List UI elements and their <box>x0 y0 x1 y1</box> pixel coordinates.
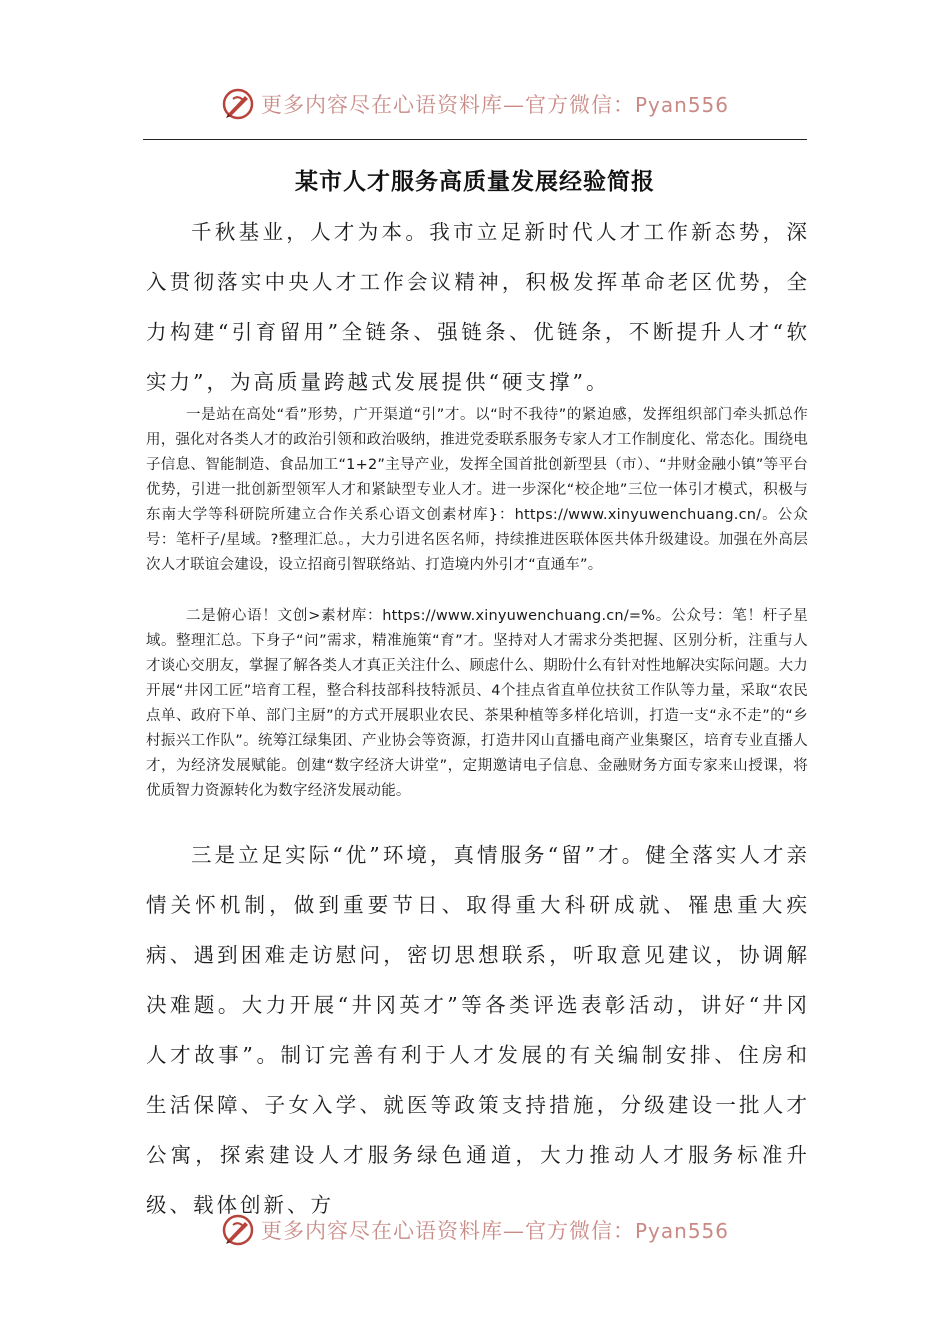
banner-separator: — <box>502 93 525 117</box>
header-divider <box>143 139 807 140</box>
pen-logo-icon <box>221 1213 255 1247</box>
banner-text: 更多内容尽在心语资料库 <box>260 93 503 117</box>
footer-banner <box>0 1210 950 1250</box>
banner-contact-id: Pyan556 <box>634 1219 729 1243</box>
paragraph-retain-talent: 三是立足实际“优”环境，真情服务“留”才。健全落实人才亲情关怀机制，做到重要节日、取得重大科研成就、罹患重大疾病、遇到困难走访慰问，密切思想联系，听取意见建议，协调解决难题。大力开展“井冈英才”等各类评选表彰活动，讲好“井冈人才故事”。制订完善有利于人才发展的有关编制安排、住房和生活保障、子女入学、就医等政策支持措施，分级建设一批人才公寓，探索建设人才服务绿色通道，大力推动人才服务标准升级、载体创新、方 <box>146 843 810 1217</box>
banner-contact-label: 官方微信： <box>524 1219 635 1243</box>
paragraph-cultivate-talent: 二是俯心语！文创>素材库：https://www.xinyuwenchuang.cn/=%。公众号：笔！杆子星域。整理汇总。下身子“问”需求，精准施策“育”才。坚持对人才需求分类把握、区别分析，注重与人才谈心交朋友，掌握了解各类人才真正关注什么、顾虑什么、期盼什么有针对性地解决实际问题。大力开展“井冈工匠”培育工程，整合科技部科技特派员、4个挂点省直单位扶贫工作队等力量，采取“农民点单、政府下单、部门主厨”的方式开展职业农民、茶果种植等多样化培训，打造一支“永不走”的“乡村振兴工作队”。统筹江绿集团、产业协会等资源，打造井冈山直播电商产业集聚区，培育专业直播人才，为经济发展赋能。创建“数字经济大讲堂”，定期邀请电子信息、金融财务方面专家来山授课，将优质智力资源转化为数字经济发展动能。 <box>146 608 808 799</box>
banner-contact-id: Pyan556 <box>634 93 729 117</box>
banner-text: 更多内容尽在心语资料库 <box>260 1219 503 1243</box>
header-banner <box>0 84 950 124</box>
banner-contact-label: 官方微信： <box>524 93 635 117</box>
pen-logo-icon <box>221 87 255 121</box>
paragraph-intro: 千秋基业，人才为本。我市立足新时代人才工作新态势，深入贯彻落实中央人才工作会议精神，积极发挥革命老区优势，全力构建“引育留用”全链条、强链条、优链条，不断提升人才“软实力”，为高质量跨越式发展提供“硬支撑”。 <box>146 220 810 394</box>
paragraph-attract-talent: 一是站在高处“看”形势，广开渠道“引”才。以“时不我待”的紧迫感，发挥组织部门牵头抓总作用，强化对各类人才的政治引领和政治吸纳，推进党委联系服务专家人才工作制度化、常态化。围绕电子信息、智能制造、食品加工“1+2”主导产业，发挥全国首批创新型县（市）、“井财金融小镇”等平台优势，引进一批创新型领军人才和紧缺型专业人才。进一步深化“校企地”三位一体引才模式，积极与东南大学等科研院所建立合作关系心语文创素材库}：https://www.xinyuwenchuang.cn/。公众号：笔杆子/星域。?整理汇总。，大力引进名医名师，持续推进医联体医共体升级建设。加强在外高层次人才联谊会建设，设立招商引智联络站、打造境内外引才“直通车”。 <box>146 407 808 573</box>
document-title: 某市人才服务高质量发展经验简报 <box>295 169 655 195</box>
banner-separator: — <box>502 1219 525 1243</box>
